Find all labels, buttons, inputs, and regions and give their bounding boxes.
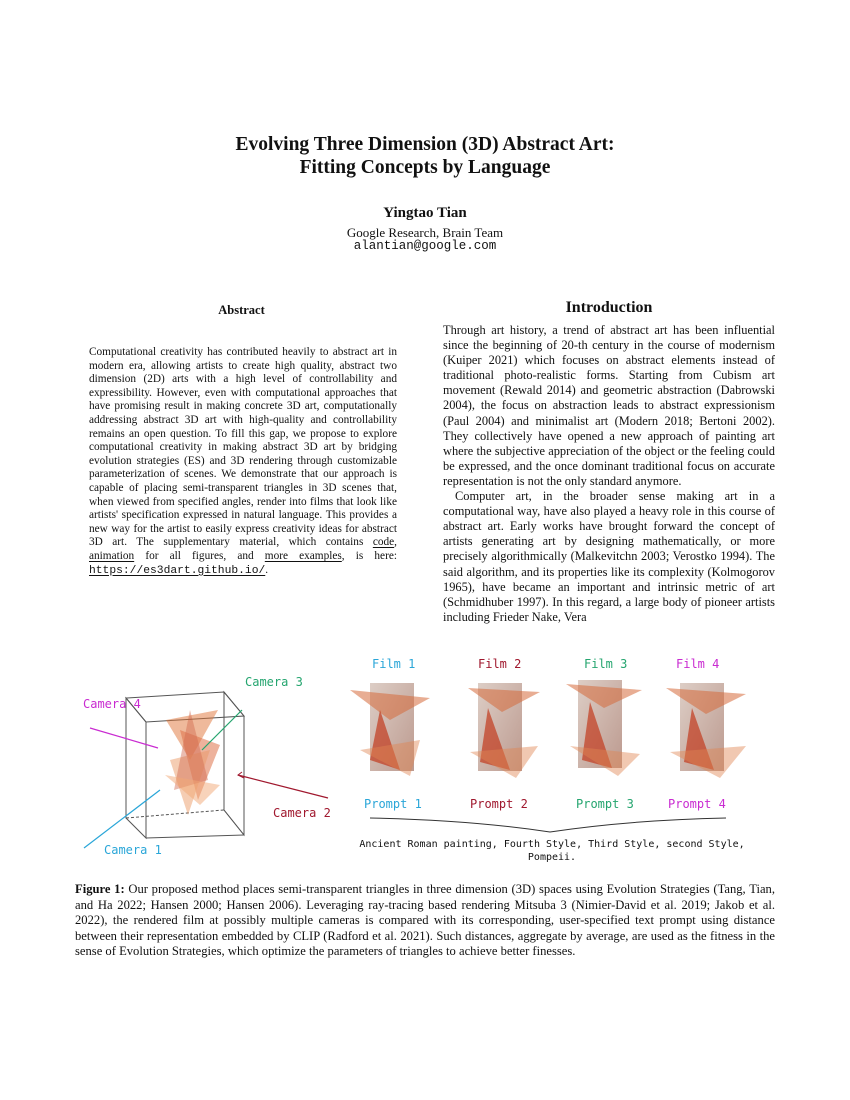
author-affiliation: Google Research, Brain Team bbox=[346, 225, 504, 240]
camera-1-ray bbox=[84, 790, 160, 848]
intro-paragraph-2: Computer art, in the broader sense making art in a computational way, have also played a heavy role in this course of abstract art. Early works have brought forward the concept of artists generating art by designing mathematically, or more precisely algorithmically (Malkevitchn 2003; Verostko 1994). The said algorithm, and its properties like its complexity (Kolmogorov 1965), have became an important and intrinsic metric of art (Schmidhuber 1997). In this regard, a large body of pioneer artists including Frieder Nake, Vera bbox=[443, 489, 775, 624]
caption-label: Figure 1: bbox=[75, 882, 125, 896]
title-line-1: Evolving Three Dimension (3D) Abstract Art: bbox=[235, 134, 615, 155]
camera-2-ray bbox=[238, 775, 328, 798]
film-3-label: Film 3 bbox=[584, 657, 628, 671]
title-line-2: Fitting Concepts by Language bbox=[299, 157, 551, 178]
prompt-2-label: Prompt 2 bbox=[470, 797, 528, 811]
abstract-mid: for all figures, and bbox=[134, 549, 265, 562]
introduction-body bbox=[443, 323, 775, 625]
prompt-text: Ancient Roman painting, Fourth Style, Third Style, second Style, Pompeii. bbox=[359, 839, 745, 863]
abstract-body bbox=[89, 346, 397, 578]
film-2-label: Film 2 bbox=[478, 657, 522, 671]
project-url-link[interactable]: https://es3dart.github.io/ bbox=[89, 564, 266, 577]
animation-link[interactable]: animation bbox=[89, 549, 135, 562]
prompt-3-label: Prompt 3 bbox=[576, 797, 634, 811]
more-examples-link[interactable]: more examples bbox=[264, 549, 342, 562]
abstract-text: Computational creativity has contributed heavily to abstract art in modern era, allowing artists to create high quality, abstract two dimension (2D) arts with a high level of controllability and expressibility. However, even with computational approaches that have promising result in making concrete 3D art, computationally addressing abstract 3D art with high-quality and controllability remains an open question. To fill this gap, we propose to explore computational creativity in making abstract 3D art by bridging evolution strategies (ES) and 3D rendering through customizable parameterization of scenes. We demonstrate that our approach is capable of placing semi-transparent triangles in 3D scenes that, when viewed from specified angles, render into films that look like artists' specification expressed in natural language. This provides a new way for the artist to easily express creativity ideas for abstract 3D art. The supplementary material, which contains bbox=[89, 346, 397, 549]
abstract-url-end: . bbox=[265, 563, 269, 576]
film-1-label: Film 1 bbox=[372, 657, 416, 671]
caption-text: Our proposed method places semi-transparent triangles in three dimension (3D) spaces using Evolution Strategies (Tang, Tian, and Ha 2022; Hansen 2000; Hansen 2006). Leveraging ray-tracing based rendering Mitsuba 3 (Nimier-David et al. 2019; Jakob et al. 2022), the rendered film at possibly multiple cameras is compared with its corresponding, user-specified text prompt using distance between their representation embedded by CLIP (Radford et al. 2021). Such distances, aggregate by average, are used as the fitness in the sense of Evolution Strategies, which optimize the parameters of triangles to achieve better finesses. bbox=[75, 882, 775, 959]
prompt-brace bbox=[370, 818, 726, 832]
author-email[interactable]: alantian@google.com bbox=[353, 239, 497, 253]
camera-4-ray bbox=[90, 728, 158, 748]
triangle-cluster bbox=[165, 710, 220, 815]
introduction-heading: Introduction bbox=[565, 299, 653, 316]
abstract-sep: , bbox=[394, 536, 397, 549]
camera-1-label: Camera 1 bbox=[104, 843, 162, 857]
film-1-image bbox=[350, 683, 430, 776]
paper-title bbox=[0, 133, 850, 179]
film-2-image bbox=[468, 683, 540, 778]
film-4-label: Film 4 bbox=[676, 657, 720, 671]
film-4-image bbox=[666, 683, 746, 778]
abstract-heading: Abstract bbox=[218, 303, 265, 317]
author-name: Yingtao Tian bbox=[383, 205, 467, 221]
camera-4-label: Camera 4 bbox=[83, 697, 141, 711]
code-link[interactable]: code bbox=[372, 536, 395, 549]
camera-2-label: Camera 2 bbox=[273, 806, 331, 820]
prompt-1-label: Prompt 1 bbox=[364, 797, 422, 811]
film-3-image bbox=[566, 680, 642, 776]
prompt-4-label: Prompt 4 bbox=[668, 797, 726, 811]
figure-caption bbox=[75, 882, 775, 960]
intro-paragraph-1: Through art history, a trend of abstract art has been influential since the beginning of 20-th century in the course of modernism (Kuiper 2021) which focuses on abstract elements instead of traditional photo-realistic forms. Starting from Cubism art movement (Rewald 2014) and geometric abstraction (Dabrowski 2004), the focus on abstraction leads to abstract expressionism (Paul 2004) and minimalist art (Modern 2018; Bertoni 2002). They collectively have opened a new approach of painting art where the subjective appreciation of the object or the feeling could be expressed, and the once dominant traditional focus on accurate representation is not the only standard anymore. bbox=[443, 323, 775, 488]
camera-3-label: Camera 3 bbox=[245, 675, 303, 689]
abstract-tail: , is here: bbox=[341, 549, 397, 562]
